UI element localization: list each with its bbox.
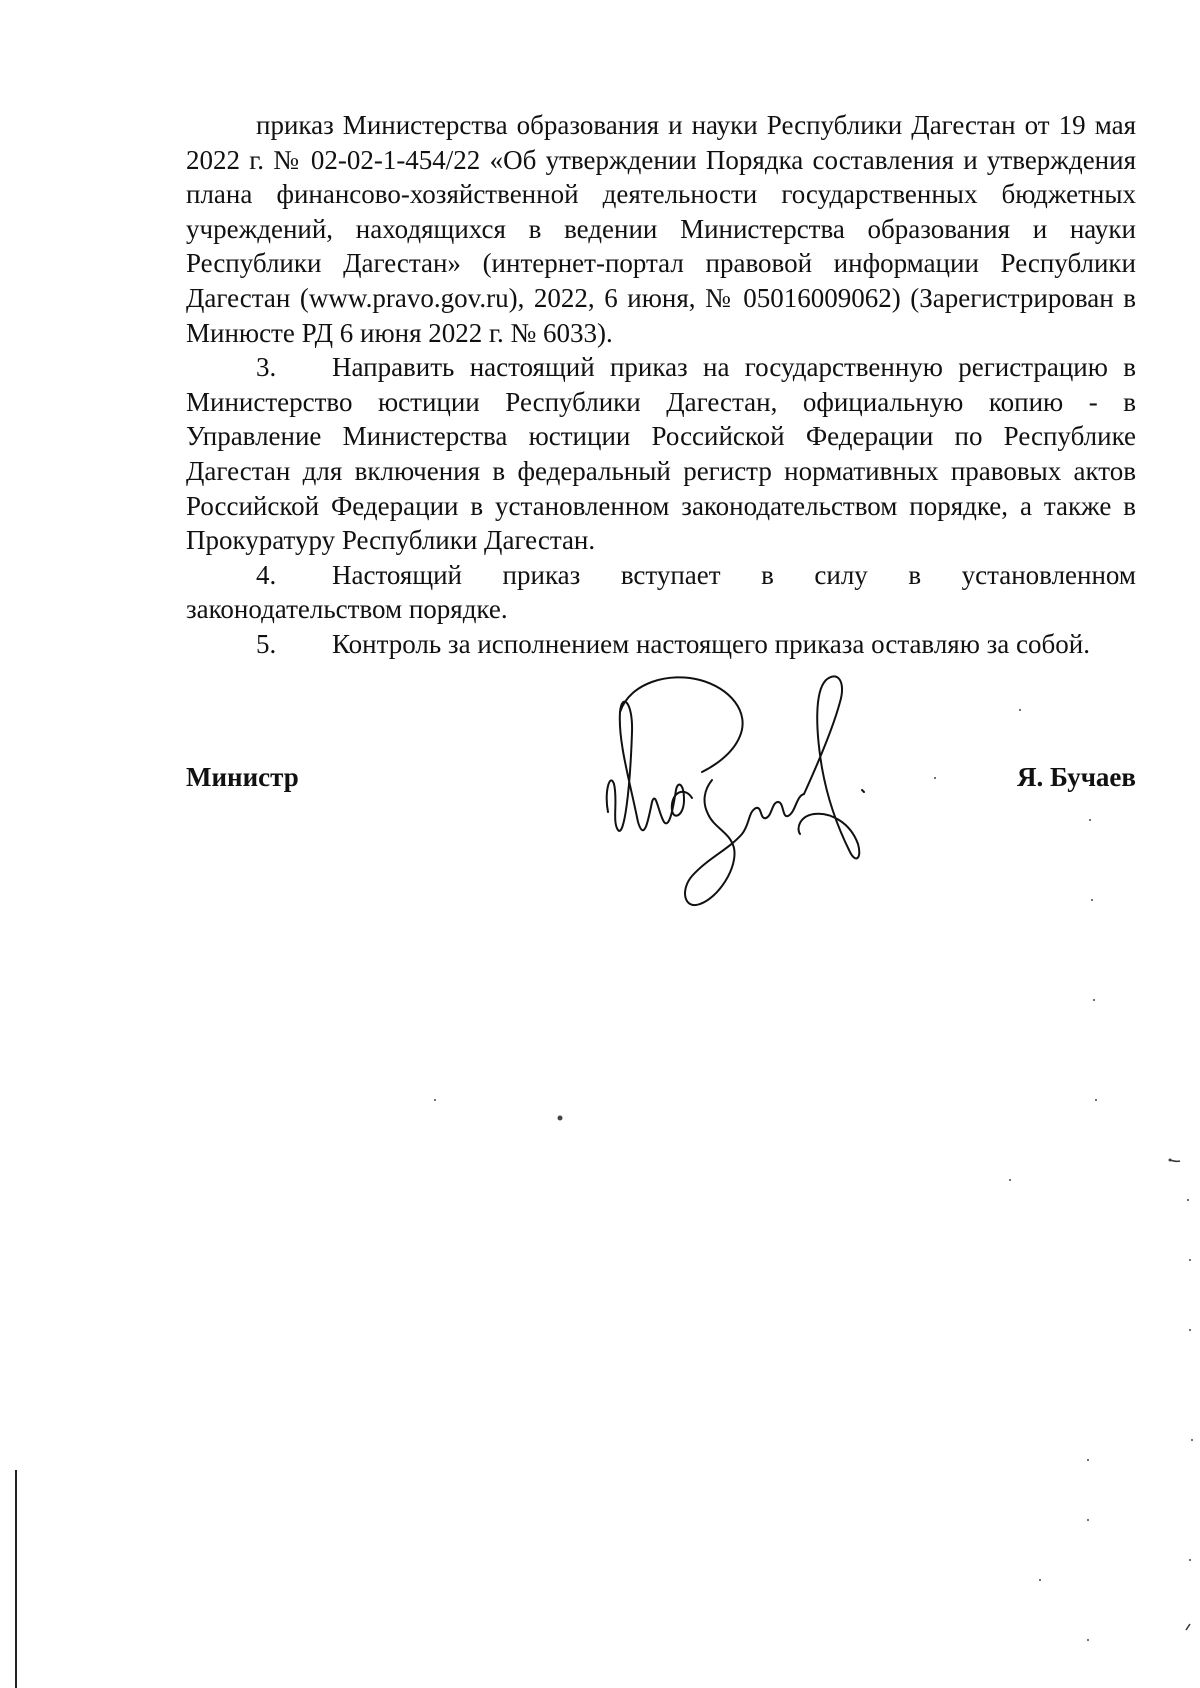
paragraph-text: приказ Министерства образования и науки Республики Дагестан от 19 мая 2022 г. № 02-02-1-454/22 «Об утверждении Порядка составления и утверждения плана финансово-хозяйственной деятельности государственных бюджетных учреждений, находящихся в ведении Министерства образования и науки Республики Дагестан» (интернет-портал правовой информации Республики Дагестан (www.pravo.gov.ru), 2022, 6 июня, № 05016009062) (Зарегистрирован в Минюсте РД 6 июня 2022 г. № 6033). [186, 110, 1136, 348]
paragraph-number: 4. [256, 559, 277, 590]
paragraph-text: Направить настоящий приказ на государственную регистрацию в Министерство юстиции Республики Дагестан, официальную копию - в Управление Министерства юстиции Российской Федерации по Республике Дагестан для включения в федеральный регистр нормативных правовых актов Российской Федерации в установленном законодательством порядке, а также в Прокуратуру Республики Дагестан. [186, 352, 1136, 556]
signatory-title: Министр [186, 762, 299, 792]
paragraph-number: 5. [256, 628, 277, 659]
handwritten-signature [600, 672, 890, 932]
paragraph-text: Контроль за исполнением настоящего приказа оставляю за собой. [332, 628, 1090, 659]
document-body [186, 108, 1136, 662]
paragraph-5 [186, 627, 1136, 662]
paragraph-3 [186, 350, 1136, 558]
paragraph-4 [186, 558, 1136, 627]
signatory-name: Я. Бучаев [1017, 762, 1136, 792]
paragraph-number: 3. [256, 352, 277, 383]
paragraph-text: Настоящий приказ вступает в силу в установленном законодательством порядке. [186, 559, 1136, 625]
paragraph-continuation [186, 108, 1136, 350]
